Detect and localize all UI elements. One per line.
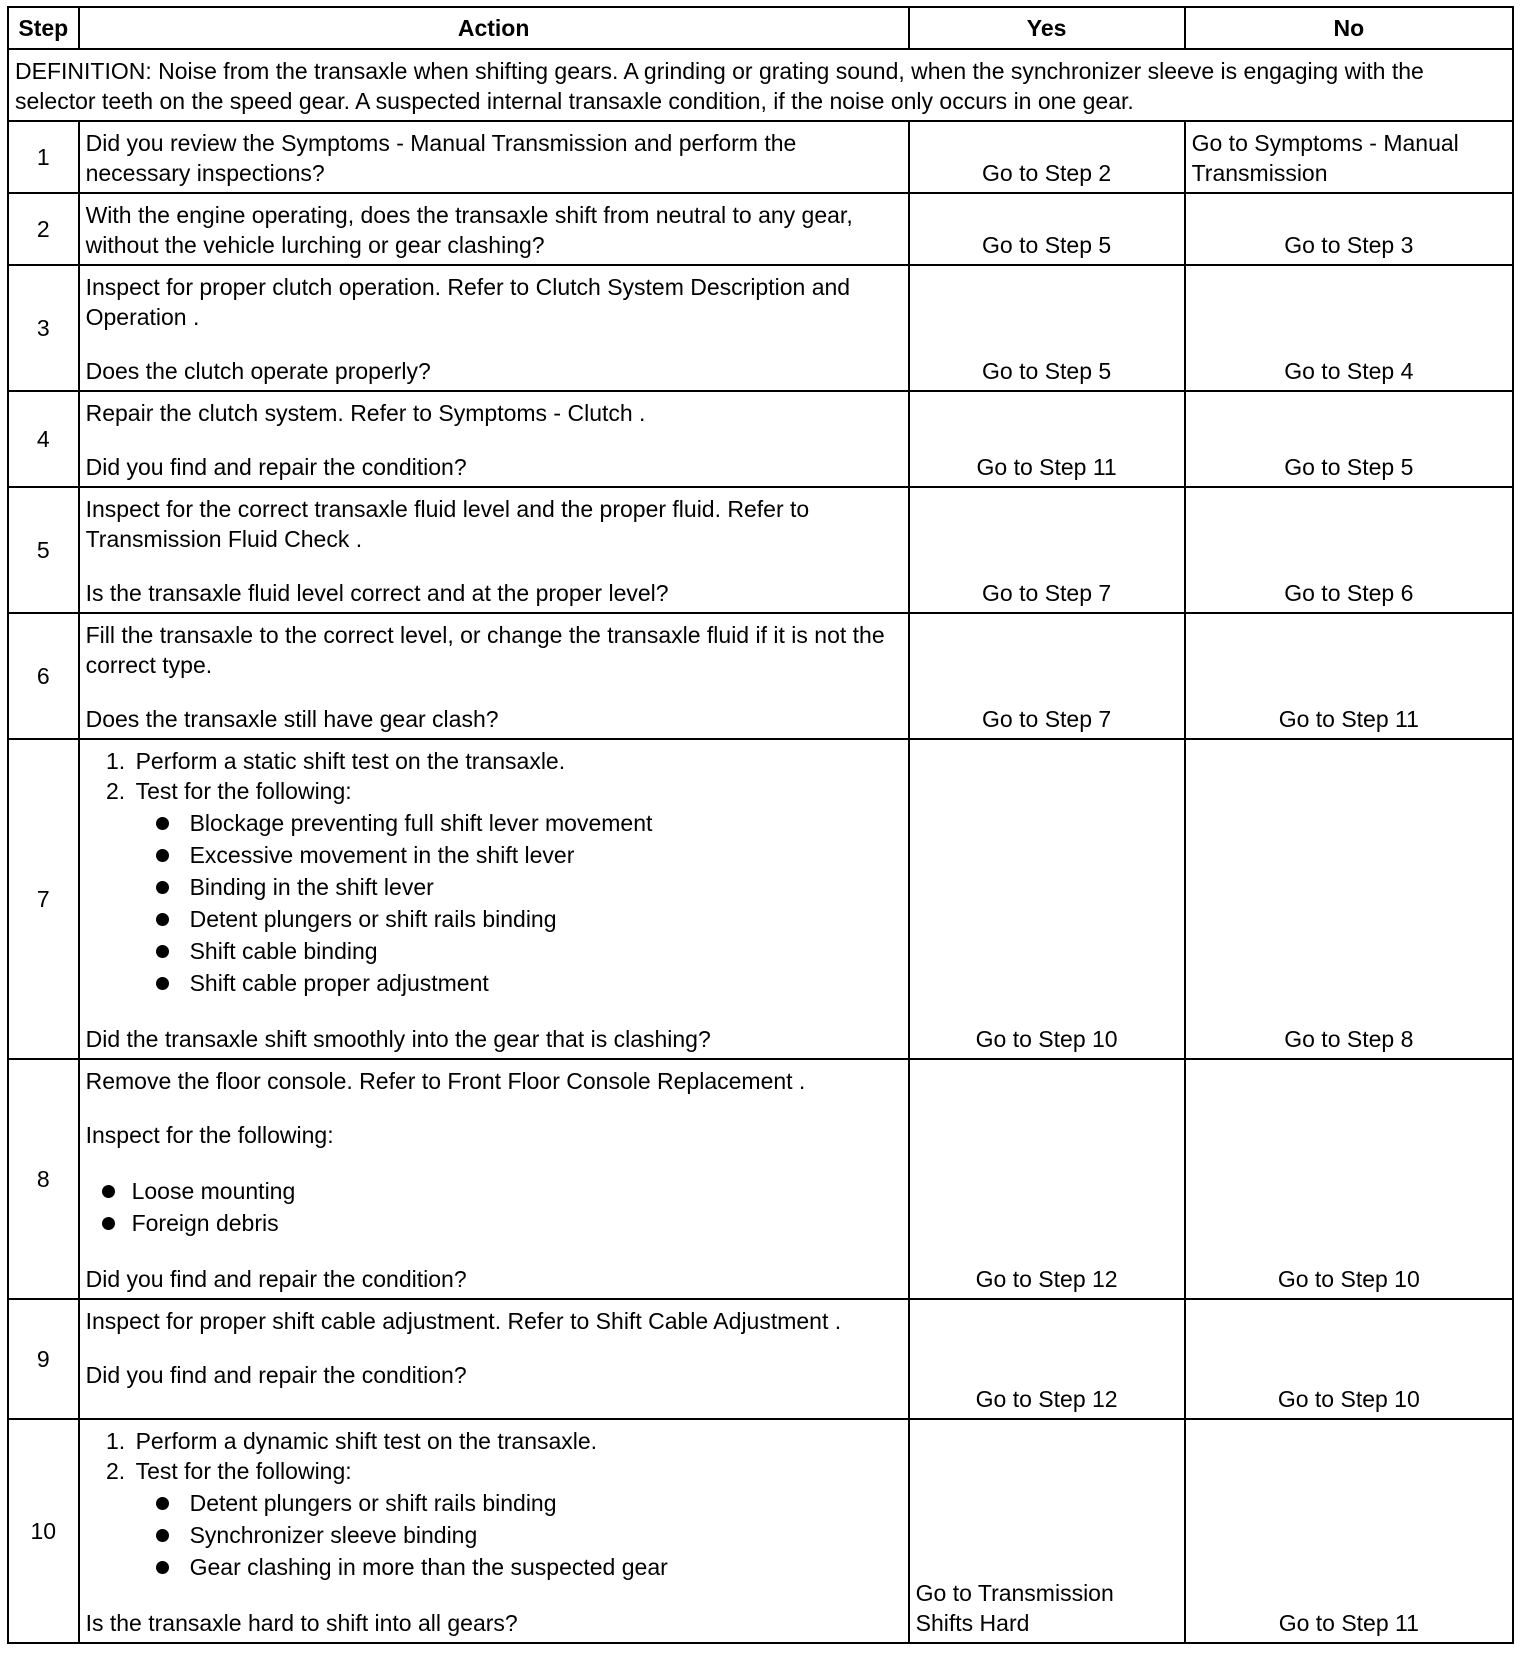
no-cell: Go to Step 8 (1185, 739, 1513, 1059)
numbered-list (86, 1426, 902, 1582)
action-cell (79, 265, 909, 391)
table-header-row (8, 7, 1513, 49)
action-cell (79, 1299, 909, 1419)
table-row (8, 1419, 1513, 1643)
action-text: Inspect for proper shift cable adjustment. Refer to Shift Cable Adjustment . (85, 1308, 842, 1334)
action-subtext: Inspect for the following: (85, 1122, 334, 1148)
table-row (8, 121, 1513, 193)
yes-cell: Go to Step 5 (909, 193, 1185, 265)
yes-cell: Go to Step 10 (909, 739, 1185, 1059)
bullet-item: Detent plungers or shift rails binding (186, 904, 902, 934)
bullet-item: Shift cable proper adjustment (186, 968, 902, 998)
yes-cell: Go to Step 12 (909, 1299, 1185, 1419)
no-cell: Go to Step 11 (1185, 1419, 1513, 1643)
action-question: Is the transaxle fluid level correct and at the proper level? (85, 580, 669, 606)
bullet-item: Gear clashing in more than the suspected gear (186, 1552, 902, 1582)
table-row (8, 739, 1513, 1059)
table-row (8, 1059, 1513, 1299)
step-number: 10 (8, 1419, 79, 1643)
table-row (8, 1299, 1513, 1419)
action-question: Does the clutch operate properly? (85, 358, 431, 384)
bullet-item: Loose mounting (132, 1176, 902, 1206)
action-question: Does the transaxle still have gear clash? (85, 706, 499, 732)
list-item: 1. Perform a static shift test on the transaxle. (132, 746, 902, 776)
bullet-item: Shift cable binding (186, 936, 902, 966)
step-number: 2 (8, 193, 79, 265)
action-cell (79, 613, 909, 739)
action-text: Inspect for proper clutch operation. Refer to Clutch System Description and Operation . (85, 274, 851, 330)
action-text: Inspect for the correct transaxle fluid level and the proper fluid. Refer to Transmission Fluid Check . (85, 496, 810, 552)
step-number: 9 (8, 1299, 79, 1419)
header-no: No (1185, 7, 1513, 49)
yes-cell: Go to Step 11 (909, 391, 1185, 487)
yes-cell: Go to Step 7 (909, 487, 1185, 613)
action-text: Remove the floor console. Refer to Front Floor Console Replacement . (85, 1068, 806, 1094)
no-cell: Go to Step 10 (1185, 1299, 1513, 1419)
table-row (8, 613, 1513, 739)
action-cell (79, 391, 909, 487)
definition-row (8, 49, 1513, 121)
list-item: 1. Perform a dynamic shift test on the transaxle. (132, 1426, 902, 1456)
no-cell: Go to Step 4 (1185, 265, 1513, 391)
action-cell (79, 739, 909, 1059)
list-item-label: Test for the following: (135, 778, 352, 804)
step-number: 6 (8, 613, 79, 739)
action-cell (79, 487, 909, 613)
bullet-list (136, 1488, 902, 1582)
header-action: Action (79, 7, 909, 49)
table-row (8, 265, 1513, 391)
action-cell (79, 121, 909, 193)
no-cell: Go to Step 5 (1185, 391, 1513, 487)
yes-cell: Go to Step 5 (909, 265, 1185, 391)
step-number: 3 (8, 265, 79, 391)
bullet-item: Synchronizer sleeve binding (186, 1520, 902, 1550)
step-number: 8 (8, 1059, 79, 1299)
list-item-label: Test for the following: (135, 1458, 352, 1484)
list-item (132, 776, 902, 998)
bullet-list (136, 808, 902, 998)
bullet-item: Excessive movement in the shift lever (186, 840, 902, 870)
action-question: Did you find and repair the condition? (85, 1266, 467, 1292)
action-question: Did the transaxle shift smoothly into the gear that is clashing? (85, 1026, 711, 1052)
table-row (8, 487, 1513, 613)
numbered-list (86, 746, 902, 998)
yes-cell: Go to Step 12 (909, 1059, 1185, 1299)
no-cell: Go to Step 11 (1185, 613, 1513, 739)
yes-cell: Go to Step 7 (909, 613, 1185, 739)
table-row (8, 193, 1513, 265)
bullet-item: Blockage preventing full shift lever movement (186, 808, 902, 838)
bullet-item: Binding in the shift lever (186, 872, 902, 902)
action-question: Is the transaxle hard to shift into all gears? (85, 1610, 518, 1636)
list-item (132, 1456, 902, 1582)
bullet-list (86, 1176, 902, 1238)
table-row (8, 391, 1513, 487)
no-cell: Go to Step 6 (1185, 487, 1513, 613)
no-cell: Go to Step 3 (1185, 193, 1513, 265)
bullet-item: Detent plungers or shift rails binding (186, 1488, 902, 1518)
step-number: 1 (8, 121, 79, 193)
definition-text: DEFINITION: Noise from the transaxle when shifting gears. A grinding or grating sound, when the synchronizer sleeve is engaging with the selector teeth on the speed gear. A suspected internal transaxle condition, if the noise only occurs in one gear. (8, 49, 1513, 121)
action-text: Fill the transaxle to the correct level, or change the transaxle fluid if it is not the correct type. (85, 622, 885, 678)
action-question: Did you find and repair the condition? (85, 454, 467, 480)
step-number: 4 (8, 391, 79, 487)
header-step: Step (8, 7, 79, 49)
step-number: 5 (8, 487, 79, 613)
action-cell (79, 1059, 909, 1299)
action-text: Did you review the Symptoms - Manual Transmission and perform the necessary inspections? (85, 130, 797, 186)
yes-cell: Go to Step 2 (909, 121, 1185, 193)
no-cell: Go to Symptoms - Manual Transmission (1185, 121, 1513, 193)
yes-cell: Go to Transmission Shifts Hard (909, 1419, 1185, 1643)
action-text: Repair the clutch system. Refer to Symptoms - Clutch . (85, 400, 646, 426)
no-cell: Go to Step 10 (1185, 1059, 1513, 1299)
bullet-item: Foreign debris (132, 1208, 902, 1238)
diagnostic-table (7, 6, 1514, 1644)
header-yes: Yes (909, 7, 1185, 49)
action-question: Did you find and repair the condition? (85, 1362, 467, 1388)
action-text: With the engine operating, does the transaxle shift from neutral to any gear, without the vehicle lurching or gear clashing? (85, 202, 853, 258)
action-cell (79, 193, 909, 265)
action-cell (79, 1419, 909, 1643)
step-number: 7 (8, 739, 79, 1059)
